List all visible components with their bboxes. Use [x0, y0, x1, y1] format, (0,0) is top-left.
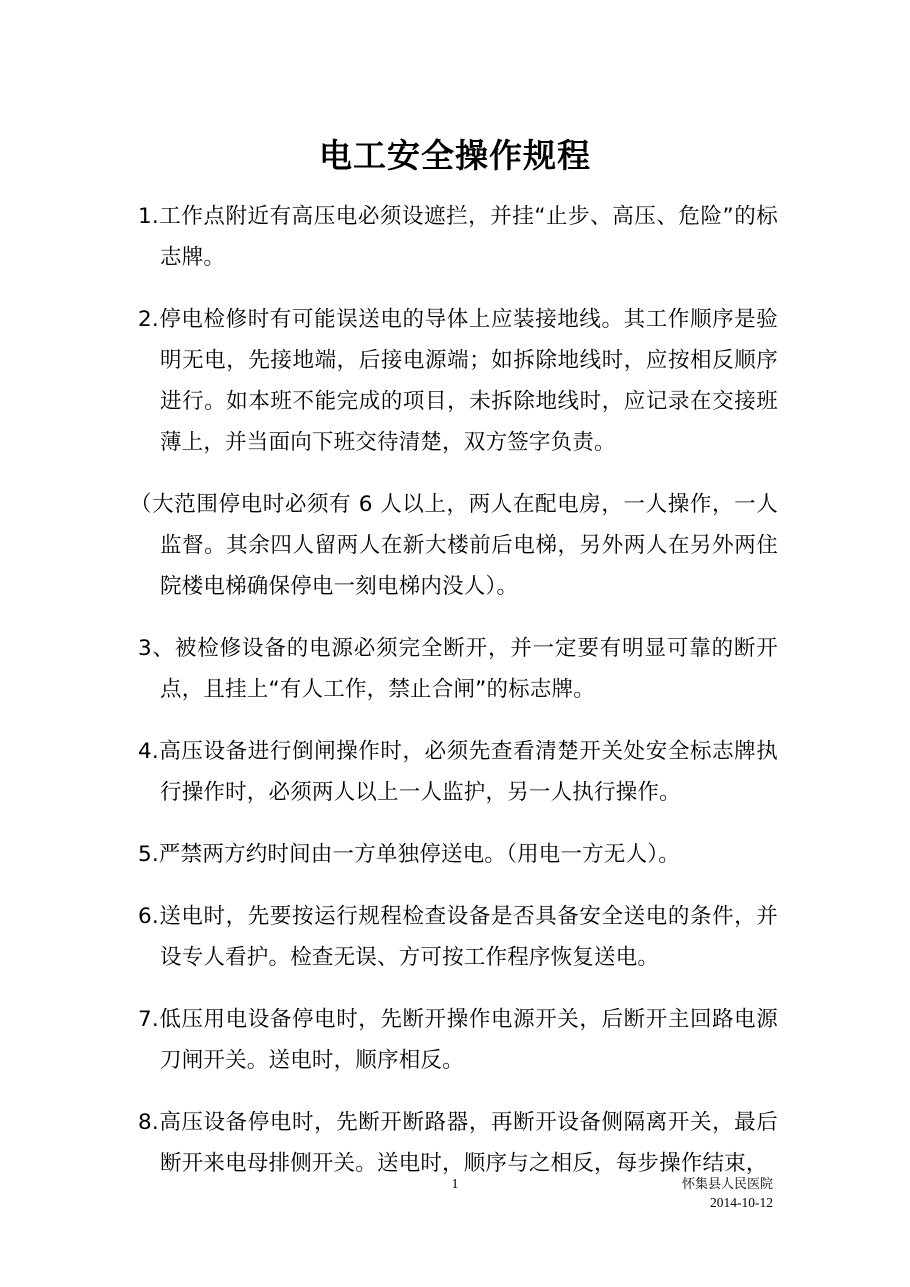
- page-number: 1: [451, 1177, 459, 1192]
- paragraph-item-2: 2.停电检修时有可能误送电的导体上应装接地线。其工作顺序是验明无电，先接地端，后接电源端；如拆除地线时，应按相反顺序进行。如本班不能完成的项目，未拆除地线时，应记录在交接班薄上，并当面向下班交待清楚，双方签字负责。: [138, 307, 778, 455]
- paragraph-item-6: 6.送电时，先要按运行规程检查设备是否具备安全送电的条件，并设专人看护。检查无误、方可按工作程序恢复送电。: [138, 904, 778, 970]
- paragraph-item-4: 4.高压设备进行倒闸操作时，必须先查看清楚开关处安全标志牌执行操作时，必须两人以上一人监护，另一人执行操作。: [138, 739, 778, 805]
- paragraph-note-outage: （大范围停电时必须有 6 人以上，两人在配电房，一人操作，一人监督。其余四人留两人在新大楼前后电梯，另外两人在另外两住院楼电梯确保停电一刻电梯内没人）。: [130, 492, 778, 599]
- paragraph-item-7: 7.低压用电设备停电时，先断开操作电源开关，后断开主回路电源刀闸开关。送电时，顺序相反。: [138, 1007, 778, 1073]
- document-body: [130, 196, 778, 1184]
- paragraph-item-8: 8.高压设备停电时，先断开断路器，再断开设备侧隔离开关，最后断开来电母排侧开关。送电时，顺序与之相反，每步操作结束，: [138, 1110, 778, 1176]
- paragraph-item-5: 5.严禁两方约时间由一方单独停送电。（用电一方无人）。: [138, 842, 680, 867]
- footer-date: 2014-10-12: [710, 1195, 773, 1210]
- footer-info: [682, 1176, 773, 1212]
- paragraph-item-3: 3、被检修设备的电源必须完全断开，并一定要有明显可靠的断开点，且挂上“有人工作，禁止合闸”的标志牌。: [138, 636, 778, 702]
- footer-organization: 怀集县人民医院: [681, 1177, 773, 1192]
- document-title: 电工安全操作规程: [319, 136, 591, 175]
- paragraph-item-1: 1.工作点附近有高压电必须设遮拦，并挂“止步、高压、危险”的标志牌。: [138, 204, 778, 270]
